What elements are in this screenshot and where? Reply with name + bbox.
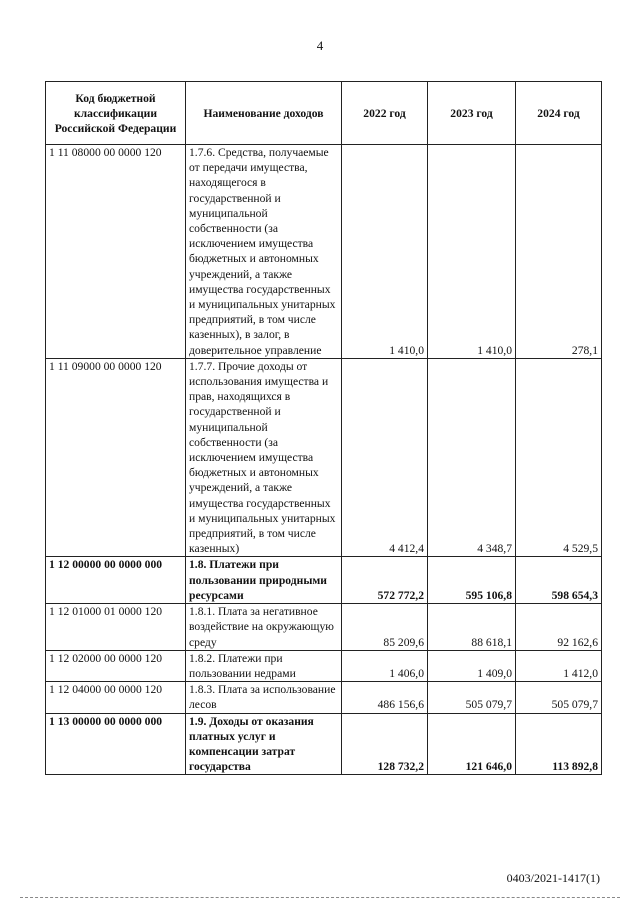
row-value-2024: 4 529,5 xyxy=(516,358,602,557)
row-code: 1 12 02000 00 0000 120 xyxy=(46,650,186,681)
header-2023: 2023 год xyxy=(428,82,516,145)
row-value-2024: 505 079,7 xyxy=(516,682,602,713)
row-value-2023: 4 348,7 xyxy=(428,358,516,557)
row-name: 1.9. Доходы от оказания платных услуг и компенсации затрат государства xyxy=(186,713,342,775)
table-row xyxy=(46,358,602,557)
row-value-2024: 278,1 xyxy=(516,145,602,359)
row-value-2024: 113 892,8 xyxy=(516,713,602,775)
page-number: 4 xyxy=(316,38,324,53)
row-value-2023: 1 410,0 xyxy=(428,145,516,359)
table-row xyxy=(46,650,602,681)
table-row xyxy=(46,604,602,651)
row-value-2023: 1 409,0 xyxy=(428,650,516,681)
row-value-2022: 4 412,4 xyxy=(342,358,428,557)
row-value-2024: 1 412,0 xyxy=(516,650,602,681)
row-value-2024: 598 654,3 xyxy=(516,557,602,604)
row-value-2023: 505 079,7 xyxy=(428,682,516,713)
row-code: 1 12 00000 00 0000 000 xyxy=(46,557,186,604)
row-value-2024: 92 162,6 xyxy=(516,604,602,651)
row-name: 1.7.7. Прочие доходы от использования имущества и прав, находящихся в государственной и муниципальной собственности (за исключением имущества бюджетных и автономных учреждений, а также имущества государственных и муниципальных унитарных предприятий, в том числе казенных) xyxy=(186,358,342,557)
header-2022: 2022 год xyxy=(342,82,428,145)
table-row xyxy=(46,145,602,359)
header-name: Наименование доходов xyxy=(186,82,342,145)
header-2024: 2024 год xyxy=(516,82,602,145)
row-value-2023: 121 646,0 xyxy=(428,713,516,775)
row-value-2023: 595 106,8 xyxy=(428,557,516,604)
row-value-2022: 1 406,0 xyxy=(342,650,428,681)
table-header-row xyxy=(46,82,602,145)
row-name: 1.8.3. Плата за использование лесов xyxy=(186,682,342,713)
row-value-2022: 128 732,2 xyxy=(342,713,428,775)
scan-edge-divider xyxy=(20,897,620,898)
row-name: 1.8.2. Платежи при пользовании недрами xyxy=(186,650,342,681)
row-value-2022: 486 156,6 xyxy=(342,682,428,713)
row-name: 1.7.6. Средства, получаемые от передачи имущества, находящегося в государственной и муниципальной собственности (за исключением имущества бюджетных и автономных учреждений, а также имущества государственных и муниципальных унитарных предприятий, в том числе казенных), в залог, в доверительное управление xyxy=(186,145,342,359)
header-code: Код бюджетной классификации Российской Федерации xyxy=(46,82,186,145)
row-code: 1 12 04000 00 0000 120 xyxy=(46,682,186,713)
table-row xyxy=(46,682,602,713)
row-value-2022: 85 209,6 xyxy=(342,604,428,651)
document-code: 0403/2021-1417(1) xyxy=(506,871,600,885)
row-code: 1 13 00000 00 0000 000 xyxy=(46,713,186,775)
row-value-2023: 88 618,1 xyxy=(428,604,516,651)
table-row-section xyxy=(46,713,602,775)
row-code: 1 11 09000 00 0000 120 xyxy=(46,358,186,557)
row-value-2022: 572 772,2 xyxy=(342,557,428,604)
row-code: 1 12 01000 01 0000 120 xyxy=(46,604,186,651)
row-name: 1.8.1. Плата за негативное воздействие на окружающую среду xyxy=(186,604,342,651)
row-value-2022: 1 410,0 xyxy=(342,145,428,359)
row-name: 1.8. Платежи при пользовании природными ресурсами xyxy=(186,557,342,604)
row-code: 1 11 08000 00 0000 120 xyxy=(46,145,186,359)
table-row-section xyxy=(46,557,602,604)
revenue-table xyxy=(45,81,602,775)
